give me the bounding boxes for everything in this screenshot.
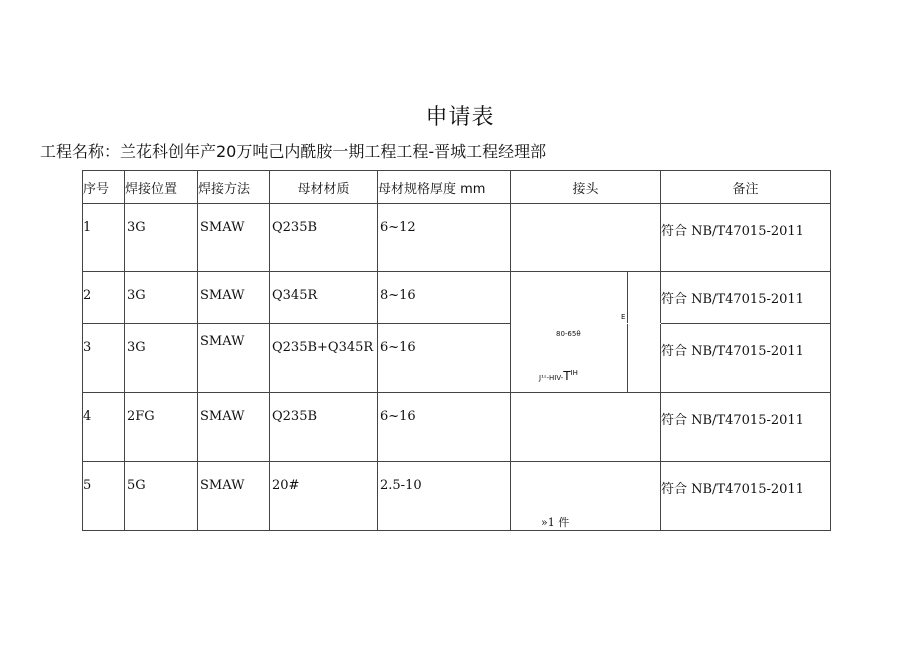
joint-divider-line [627,324,628,392]
row-material: Q235B [272,220,318,235]
joint-cell [511,462,661,531]
header-remark: 备注 [661,171,831,204]
header-joint: 接头 [511,171,661,204]
row-no: 2 [83,288,92,303]
joint-sketch-big: T [563,369,571,383]
row-position: 3G [127,340,146,355]
table-header-row [83,171,831,204]
row-position: 3G [127,288,146,303]
row-remark: 符合 NB/T47015-2011 [661,292,804,307]
joint-angle-label: 80-65θ [556,330,581,338]
row-material: Q235B+Q345R [272,340,374,355]
row-position: 2FG [127,409,155,424]
row-remark: 符合 NB/T47015-2011 [661,482,804,497]
row-material: Q235B [272,409,318,424]
row-remark: 符合 NB/T47015-2011 [661,224,804,239]
row-method: SMAW [200,288,245,303]
row-thickness: 6~16 [380,340,416,355]
row-thickness: 6~12 [380,220,416,235]
table-row [83,272,831,324]
row-method: SMAW [200,334,245,349]
header-position: 焊接位置 [125,171,198,204]
row-position: 5G [127,478,146,493]
row-position: 3G [127,220,146,235]
row-material: Q345R [272,288,318,303]
row-thickness: 6~16 [380,409,416,424]
row-remark: 符合 NB/T47015-2011 [661,344,804,359]
application-table [82,170,831,531]
joint-sketch-sup: IH [570,369,578,377]
page-title: 申请表 [425,105,495,130]
row-no: 4 [83,409,92,424]
row-no: 1 [83,220,92,235]
joint-cell [511,204,661,272]
joint-cell [511,393,661,462]
joint-sketch-text: J¹ˢ-HIV- [539,374,564,382]
row-method: SMAW [200,409,245,424]
joint-e-mark: E [621,313,626,321]
row-remark: 符合 NB/T47015-2011 [661,413,804,428]
header-material: 母材材质 [270,171,378,204]
joint-divider-line [627,272,628,323]
row-thickness: 8~16 [380,288,416,303]
joint-cell [511,272,661,324]
row-material: 20# [272,478,300,493]
table-row [83,324,831,393]
joint-sketch-label [539,369,578,383]
row-no: 3 [83,340,92,355]
table-row [83,393,831,462]
row-method: SMAW [200,220,245,235]
row-thickness: 2.5-10 [380,478,422,493]
joint-cell [511,324,661,393]
header-thickness: 母材规格厚度 mm [378,171,511,204]
table-row [83,462,831,531]
project-name: 工程名称：兰花科创年产20万吨己内酰胺一期工程工程-晋城工程经理部 [40,142,547,161]
table-row [83,204,831,272]
row-no: 5 [83,478,92,493]
header-method: 焊接方法 [198,171,270,204]
joint-piece-label: »1 件 [541,516,570,529]
header-no: 序号 [83,171,125,204]
row-method: SMAW [200,478,245,493]
